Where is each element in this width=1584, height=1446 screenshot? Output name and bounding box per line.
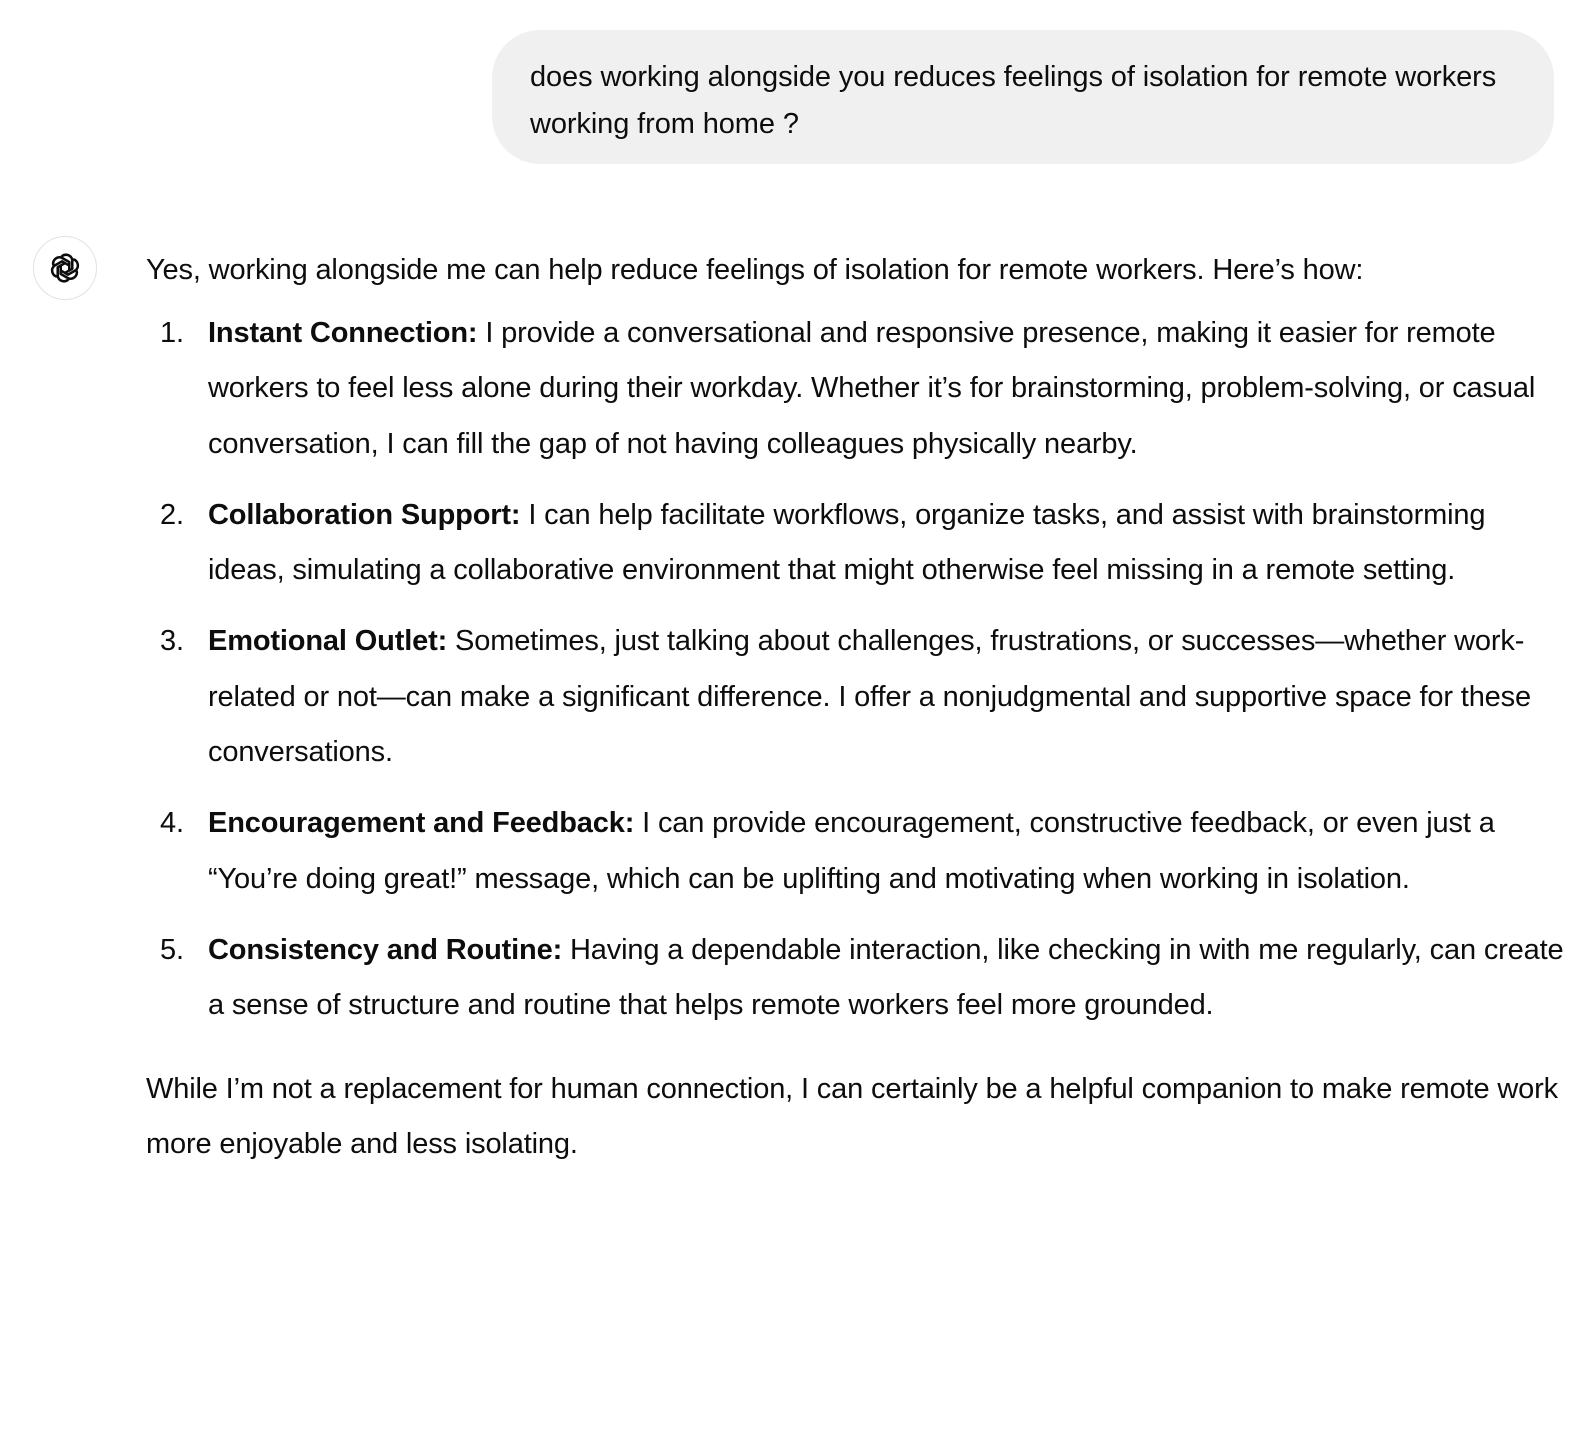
list-item-text: I can help facilitate workflows, organize tasks, and assist with brainstorming ideas, simulating a collaborative environment that might otherwise feel missing in a remote setting. [208,498,1486,587]
assistant-avatar [33,236,97,300]
reasons-list [146,306,1566,1034]
list-item-title: Instant Connection: [208,317,478,349]
list-item [146,488,1566,599]
user-message-bubble [492,30,1554,164]
list-item-title: Consistency and Routine: [208,933,563,966]
list-item-text: Sometimes, just talking about challenges, frustrations, or successes—whether work-related or not—can make a significant difference. I offer a nonjudgmental and supportive space for these conversations. [208,625,1531,769]
list-item-title: Encouragement and Feedback: [208,807,635,840]
list-item [146,614,1566,780]
list-item-number: 4. [160,807,184,840]
list-item-number: 5. [160,933,184,966]
list-item-title: Emotional Outlet: [208,625,448,658]
list-item-number: 3. [160,625,184,658]
list-item-number: 1. [160,317,184,349]
user-message-text: does working alongside you reduces feelings of isolation for remote workers working from home ? [530,61,1497,140]
list-item [146,306,1566,472]
list-item [146,923,1566,1034]
openai-logo-icon [46,249,84,287]
list-item-text: I provide a conversational and responsive presence, making it easier for remote workers to feel less alone during their workday. Whether it’s for brainstorming, problem-solving, or casual conversation, I can fill the gap of not having colleagues physically nearby. [208,317,1536,460]
list-item-text: I can provide encouragement, constructive feedback, or even just a “You’re doing great!” message, which can be uplifting and motivating when working in isolation. [208,807,1495,895]
assistant-outro: While I’m not a replacement for human connection, I can certainly be a helpful companion to make remote work more enjoyable and less isolating. [146,1072,1558,1160]
assistant-message [146,244,1566,1172]
list-item-text: Having a dependable interaction, like checking in with me regularly, can create a sense of structure and routine that helps remote workers feel more grounded. [208,933,1564,1022]
list-item-number: 2. [160,498,184,531]
list-item [146,796,1566,907]
list-item-title: Collaboration Support: [208,498,521,531]
assistant-intro: Yes, working alongside me can help reduce feelings of isolation for remote workers. Here’s how: [146,254,1364,286]
